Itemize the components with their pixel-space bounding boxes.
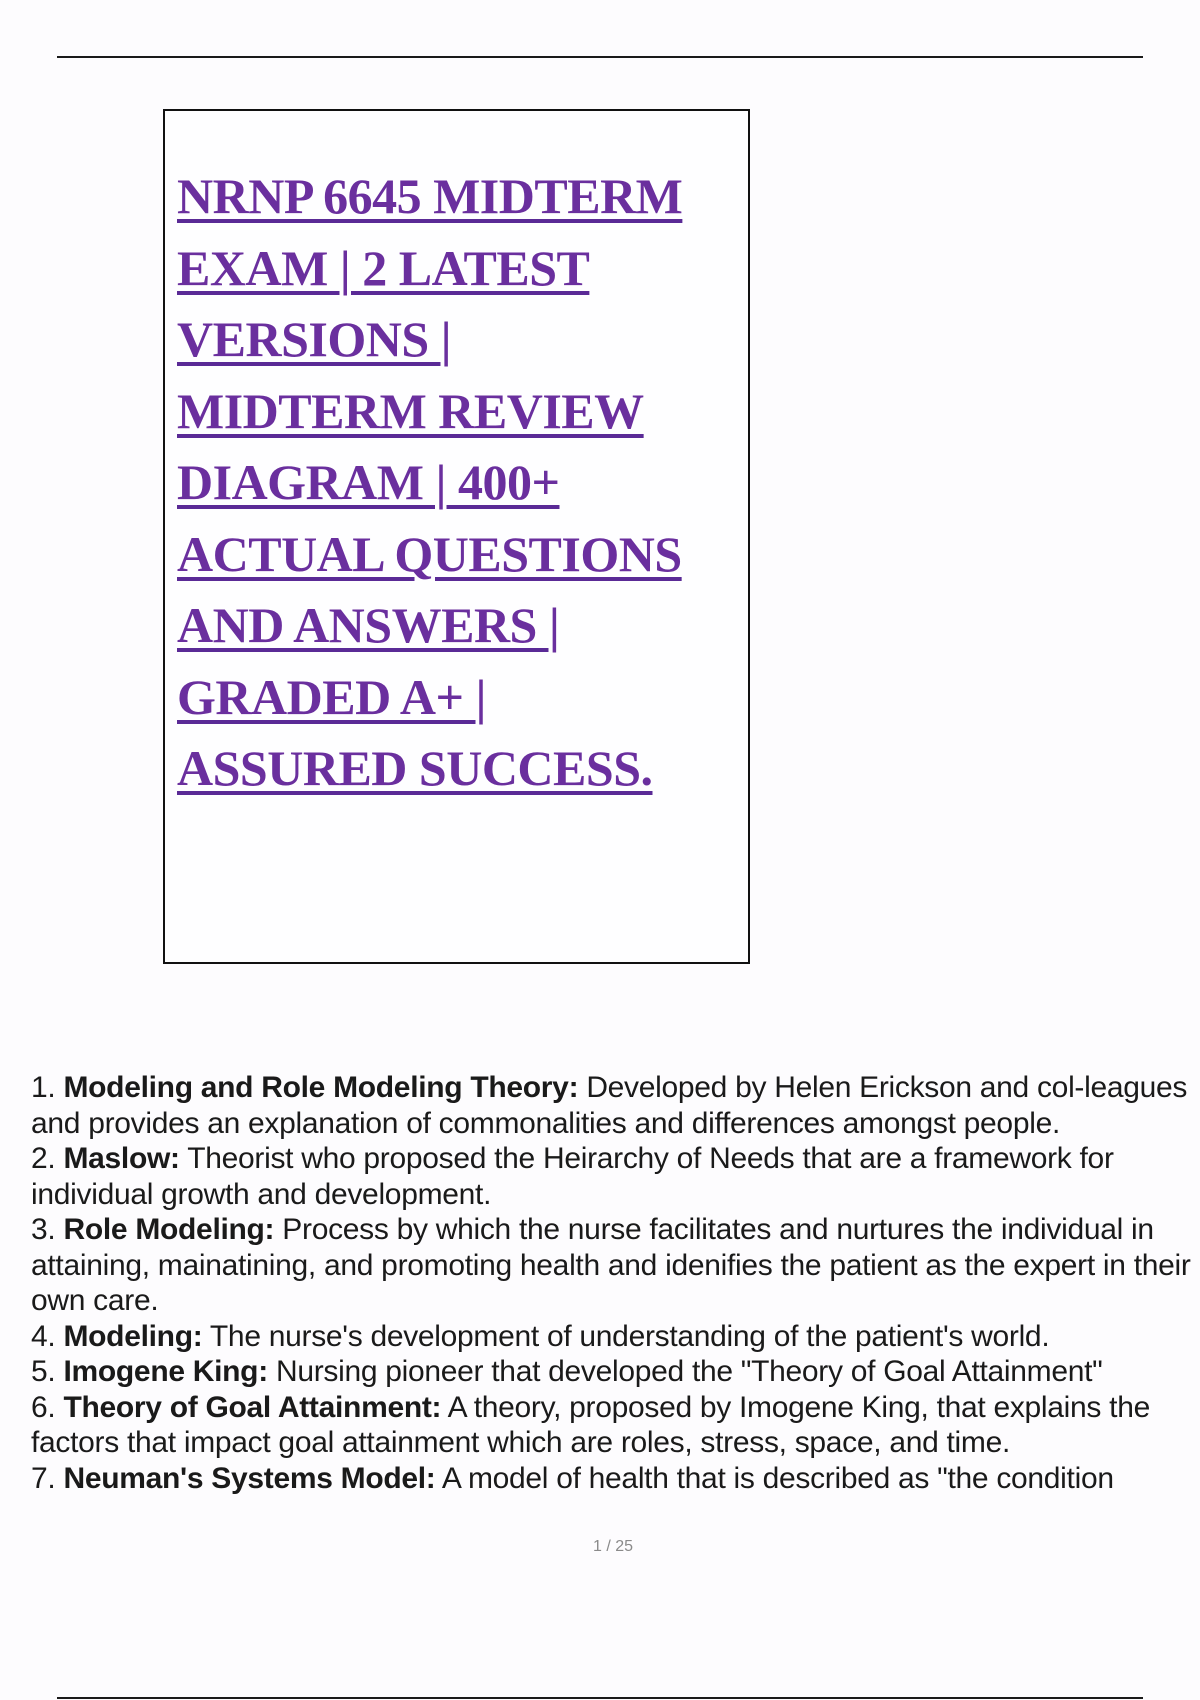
cover-title-line: MIDTERM REVIEW [177, 382, 644, 439]
list-item [31, 1070, 1200, 1141]
list-item [31, 1354, 1200, 1390]
item-definition: Theorist who proposed the Heirarchy of Needs that are a framework for individual growth and development. [31, 1142, 1114, 1211]
cover-title-line: DIAGRAM | 400+ [177, 454, 560, 510]
item-definition: Developed by Helen Erickson and col-leagues and provides an explanation of commonalities and differences amongst people. [31, 1071, 1188, 1140]
cover-title-box [163, 109, 750, 964]
item-term: Role Modeling: [63, 1213, 275, 1246]
item-definition: A model of health that is described as "the condition [441, 1461, 1114, 1495]
item-term: Imogene King: [63, 1355, 268, 1388]
cover-title [177, 161, 742, 805]
item-term: Modeling: [63, 1319, 203, 1353]
item-number: 7. [31, 1461, 56, 1495]
cover-title-line: ASSURED SUCCESS. [177, 740, 653, 796]
item-term: Neuman's Systems Model: [63, 1461, 436, 1495]
item-definition: A theory, proposed by Imogene King, that explains the factors that impact goal attainment which are roles, stress, space, and time. [31, 1390, 1150, 1459]
item-term: Maslow: [63, 1142, 180, 1175]
cover-title-line: GRADED A+ | [177, 668, 487, 725]
page-indicator: 1 / 25 [592, 1538, 634, 1555]
cover-title-line: NRNP 6645 MIDTERM [177, 168, 683, 224]
item-definition: The nurse's development of understanding of the patient's world. [209, 1319, 1050, 1353]
list-item [31, 1461, 1200, 1497]
item-number: 6. [31, 1390, 56, 1424]
item-number: 3. [31, 1213, 56, 1246]
item-term: Modeling and Role Modeling Theory: [63, 1071, 579, 1104]
list-item [31, 1141, 1200, 1212]
top-rule [57, 56, 1143, 58]
list-item [31, 1212, 1200, 1319]
cover-title-line: AND ANSWERS | [177, 597, 560, 653]
list-item [31, 1319, 1200, 1355]
item-number: 4. [31, 1319, 56, 1353]
item-number: 1. [31, 1071, 56, 1104]
item-number: 2. [31, 1142, 56, 1175]
item-definition: Process by which the nurse facilitates and nurtures the individual in attaining, mainatining, and promoting health and idenifies the patient as the expert in their own care. [31, 1213, 1191, 1317]
cover-title-line: EXAM | 2 LATEST [177, 239, 590, 296]
cover-title-line: ACTUAL QUESTIONS [177, 525, 682, 582]
question-answer-list [31, 1070, 1200, 1496]
item-definition: Nursing pioneer that developed the "Theory of Goal Attainment" [275, 1355, 1103, 1388]
cover-title-line: VERSIONS | [177, 311, 452, 367]
list-item [31, 1390, 1200, 1461]
item-number: 5. [31, 1355, 56, 1388]
bottom-rule [57, 1697, 1143, 1699]
item-term: Theory of Goal Attainment: [63, 1390, 442, 1424]
